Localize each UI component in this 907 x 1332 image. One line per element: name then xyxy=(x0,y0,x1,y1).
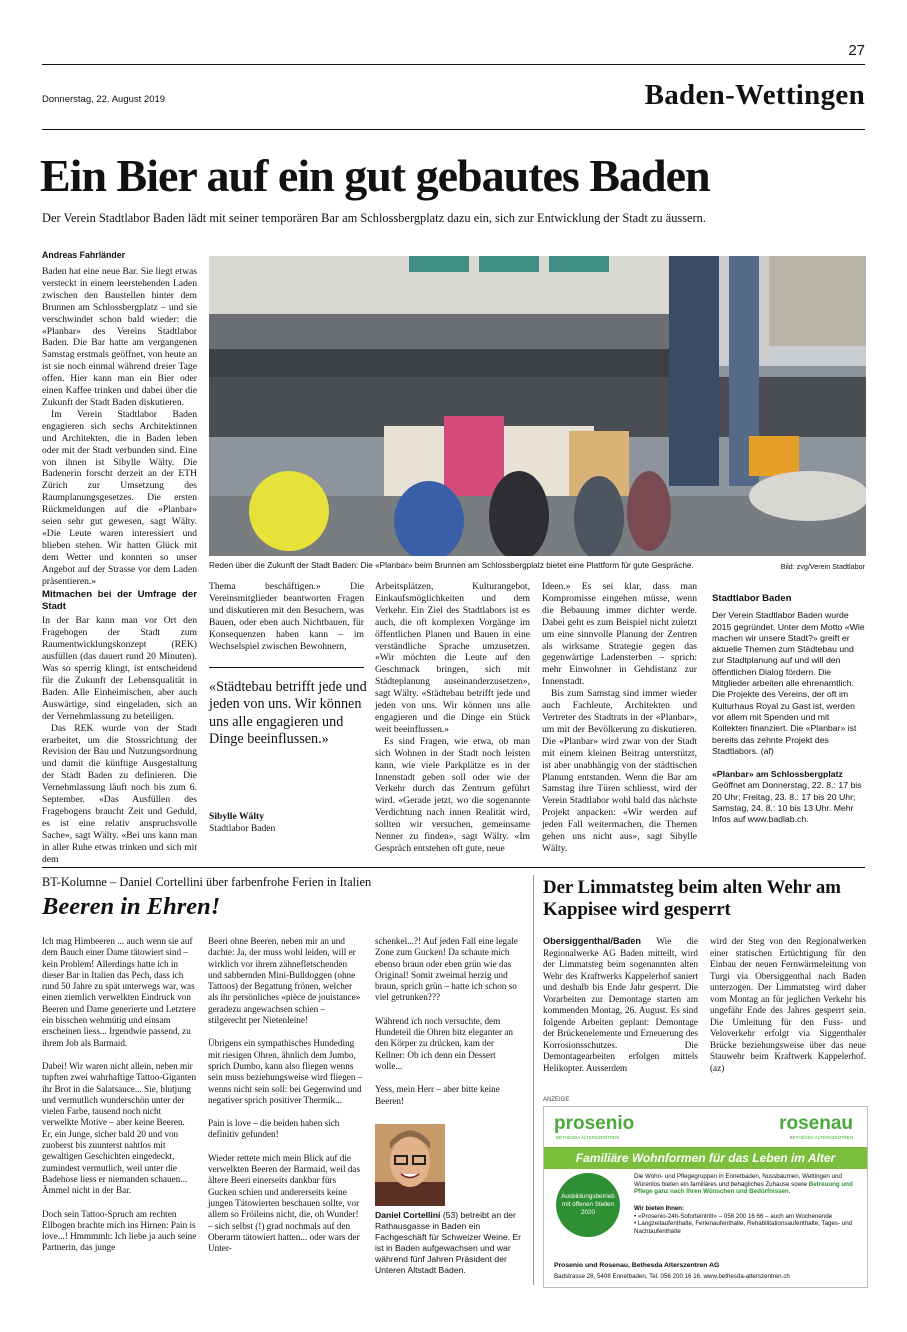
paragraph: Dabei! Wir waren nicht allein, neben mir tupften zwei wahrhaftige Tattoo-Giganten ihr Brot in die Salatsauce... Sie, blutjung und vermutlich wunderschön unter der vielen Farbe, tausend noch nicht verwelkte Motive – aber keine Beeren. Er, ein Junge, sicher bald 20 und von zuoberst bis zuunterst nahtlos mit gewaltigen Geschichten eingedeckt, zumindest vermutlich, weil unter die Badehose liess er niemanden schauen... Ämmel nicht in der Bar. xyxy=(42,1060,197,1196)
article-col-2 xyxy=(209,581,364,652)
column-col-3 xyxy=(375,936,525,1107)
info-box-text: Der Verein Stadtlabor Baden wurde 2015 gegründet. Unter dem Motto «Wie machen wir unsere Stadt?» greift er aktuelle Themen zum Städtebau und zur Stadtplanung auf und will den öffentlichen Dialog fördern. Die Mitglieder arbeiten alle ehrenamtlich. Die Projekte des Vereins, der oft im Kulturhaus Royal zu Gast ist, werden vor allem mit Spenden und mit Kollekten finanziert. Die «Planbar» ist bereits das zehnte Projekt des Stadtlabors. (af) xyxy=(712,610,865,756)
paragraph: Beeri ohne Beeren, neben mir an und dachte: Ja, der muss wohl leiden, will er wirklich vor ihrem zähnefletschenden und sabbernden Mini-Bulldoggen (ohne Tattoos) der Begattung frönen, welcher als ihr persönliches «pièce de jouistance» geradezu angewachsen schien – stilgerecht per Nietenleine! xyxy=(208,936,361,1026)
paragraph: Arbeitsplätzen, Kulturangebot, Einkaufsmöglichkeiten und dem Verkehr. Ein Ziel des Stadtlabors ist es auch, die oft komplexen Vorgänge im öffentlichen Planen und Bauen in eine verständliche Sprache umzusetzen. «Wir möchten die Leute auf den Geschmack bringen, sich mit Städteplanung auseinanderzusetzen», sagt Wälty. «Städtebau betrifft jede und jeden von uns. Wir können uns alle engagieren und die Dinge ein Stück weit beeinflussen.» xyxy=(375,581,530,735)
column-col-2 xyxy=(208,936,363,1254)
hours-text: Geöffnet am Donnerstag, 22. 8.: 17 bis 20 Uhr; Freitag, 23. 8.: 17 bis 20 Uhr; Samstag, 24. 8.: 10 bis 13 Uhr. Mehr Infos auf www.badlab.ch. xyxy=(712,780,862,825)
paragraph: Ideen.» Es sei klar, dass man Kompromisse eingehen müsse, wenn die Bebauung immer dichter werde. Dabei geht es zum Beispiel nicht zuletzt um eine sinnvolle Planung der Zentren als wirksame Strategie gegen das gegenwärtige Ladensterben – sprich: mehr Einwohner in Gehdistanz zur Innenstadt. xyxy=(542,581,697,688)
paragraph: Es sind Fragen, wie etwa, ob man sich Wohnen in der Stadt noch leisten kann, wie viele Parkplätze es in der Innenstadt geben soll oder wie der Verkehr durch das Zentrum geführt wird. «Gerade jetzt, wo die sogenannte Verdichtung nach innen Realität wird, sollten wir versuchen, gemeinsame Nenner zu finden», sagt Wälty. «Im Gespräch entstehen oft gute, neue xyxy=(375,735,530,854)
portrait-image xyxy=(375,1124,445,1206)
paragraph: Während ich noch versuchte, dem Hundeteil die Ohren bitz eleganter an den Körper zu drücken, kam der Kellner: Ob ich denn ein Dessert wolle... xyxy=(375,1015,514,1071)
paragraph: Pain is love – die beiden haben sich definitiv gefunden! xyxy=(208,1118,340,1140)
quote-name: Sibylle Wälty xyxy=(209,811,264,822)
subhead: Mitmachen bei der Umfrage der Stadt xyxy=(42,589,197,612)
ad-offer: • «Prosenio-24h-Soforteintritt» – 056 200 16 66 – auch am Wochenende xyxy=(634,1212,833,1220)
paragraph: Doch sein Tattoo-Spruch am rechten Ellbogen brachte mich ins Hirnen: Pain is love...! Hmmmmh: Ich liebe ja auch seine Partnerin, das junge xyxy=(42,1208,197,1253)
limmat-title: Der Limmatsteg beim alten Wehr am Kappisee wird gesperrt xyxy=(543,877,841,920)
paragraph: Wieder rettete mich mein Blick auf die verwelkten Beeren der Barmaid, weil das ältere Beeri einerseits dankbar fürs Gucken schien und andererseits keine jungen Tätowierten beschauen sollte, vor allem so Fröileins nicht, die, oh Wunder! – sich selbst (!) grad nochmals auf den Oberarm tätowiert hatten... oder wars der Unter- xyxy=(208,1152,361,1254)
ad-offers xyxy=(634,1205,859,1235)
dateline: Obersiggenthal/Baden xyxy=(543,936,642,946)
ad-offer: • Langzeitaufenthalte, Ferienaufenthalte, Rehabilitationsaufenthalte, Tages- und Nachtaufenthalte xyxy=(634,1220,853,1235)
ad-brand-1: prosenio xyxy=(554,1113,635,1134)
ad-footer-name: Prosenio und Rosenau, Bethesda Alterszentren AG xyxy=(554,1262,720,1269)
paragraph: Yess, mein Herr – aber bitte keine Beeren! xyxy=(375,1084,500,1106)
quote-role: Stadtlabor Baden xyxy=(209,823,276,834)
ad-offer-title: Wir bieten Ihnen: xyxy=(634,1205,685,1212)
article-col-3 xyxy=(375,581,530,855)
paragraph: Im Verein Stadtlabor Baden engagieren sich sechs Architektinnen und Architekten, die in Baden leben oder mit der Stadt verbunden sind. Eine von ihnen ist Sibylle Wälty. Die Badenerin forscht derzeit an der ETH Zürich zur Umsetzung des Raumplanungsgesetzes. Die ersten Rückmeldungen auf die «Planbar» seien sehr gut gewesen, sagt Wälty. «Die Leute waren interessiert und blieben stehen. Wir hatten Glück mit dem Wetter und konnten so unser Angebot auf der Strasse vor dem Laden präsentieren.» xyxy=(42,408,197,587)
ad-footer-address: Badstrasse 28, 5408 Ennetbaden, Tel. 056 200 16 16, www.bethesda-alterszentren.ch xyxy=(554,1273,790,1280)
author-portrait xyxy=(375,1124,445,1206)
limmat-col-2 xyxy=(710,936,866,1074)
paragraph: schenkel...?! Auf jeden Fall eine legale Zone zum Gucken! Da schaute mich ebenso braun oder eben grün wie das Original! Somit zweimal herzig und braun, sprich grün – hatte ich schon so viel getrunken??? xyxy=(375,936,518,1003)
article-col-4 xyxy=(542,581,697,855)
column-col-1 xyxy=(42,936,197,1254)
ad-intro-text: Die Wohn- und Pflegegruppen in Ennetbaden, Nussbaumen, Wettingen und Würenlos bieten ein familiäres und behagliches Zuhause sowie xyxy=(634,1173,842,1188)
paragraph: Übrigens ein sympathisches Hundeding mit riesigen Ohren, ähnlich dem Jumbo, sprich Dumbo, kann also fliegen wenns sein muss beziehungsweise wird fliegen – wenns nicht sein soll: bei Gegenwind und negativer sprich positiver Thermik... xyxy=(208,1038,363,1105)
column-kicker: BT-Kolumne – Daniel Cortellini über farbenfrohe Ferien in Italien xyxy=(42,875,372,889)
hours-title: «Planbar» am Schlossbergplatz xyxy=(712,769,843,780)
ad-label: ANZEIGE xyxy=(543,1097,570,1103)
info-box xyxy=(712,593,866,826)
ad-intro-highlight: Betreuung und Pflege ganz nach Ihren Wünschen und Bedürfnissen. xyxy=(634,1180,853,1196)
article-col-1 xyxy=(42,266,197,866)
info-box-title: Stadtlabor Baden xyxy=(712,593,792,604)
ad-badge: Ausbildungsbetrieb mit offenen Stellen 2020 xyxy=(556,1173,620,1237)
advertisement[interactable] xyxy=(543,1106,868,1288)
paragraph: Ich mag Himbeeren ... auch wenn sie auf dem Bauch einer Dame tätowiert sind – kein Problem! Allerdings hatte ich in dieser Bar in Italien das Pech, dass ich rund 50 Jahre zu spät unterwegs war, was einen ziemlich verwelkten Eindruck von Beeren und Dame generierte und Letztere ein bisschen wehmütig und einsam erscheinen liess... Irgendwie passend, zu ihrem Job als Barmaid. xyxy=(42,936,196,1048)
ad-intro xyxy=(634,1173,859,1196)
quote-rule-top xyxy=(209,667,364,668)
paragraph: Baden hat eine neue Bar. Sie liegt etwas versteckt in einem leerstehenden Laden zwischen den Baustellen hinter dem Brunnen am Schlossbergplatz – und sie verschwindet schon bald wieder: die «Planbar» des Vereins Stadtlabor Baden. Die Bar hatte am vergangenen Samstag erstmals geöffnet, von heute an ist sie noch einmal während dreier Tage offen. Hier kann man ein Bier oder einen Kaffee trinken und dabei über die Zukunft der Stadt Baden diskutieren. xyxy=(42,266,197,408)
page-number: 27 xyxy=(848,42,865,59)
headline: Ein Bier auf ein gut gebautes Baden xyxy=(40,150,710,201)
ad-brand-2: rosenau xyxy=(779,1113,853,1134)
paragraph: Wie die Regionalwerke AG Baden mitteilt, wird der Limmatsteg beim sogenannten alten Wehr des Kraftwerks Kappelerhof saniert und deshalb bis Ende Jahr gesperrt. Die Vorarbeiten zur Demontage starten am kommenden Montag, 26. August. Es sind folgende Arbeiten geplant: Demontage der Brückenelemente und Erneuerung des Korrosionsschutzes. Die Demontagearbeiten erfolgen mittels Helikopter. Ausserdem xyxy=(543,936,698,1073)
bottom-section-rule xyxy=(42,867,865,868)
author: Andreas Fahrländer xyxy=(42,250,126,260)
ad-brand-sub-1: BETHESDA ALTERSZENTREN xyxy=(556,1135,620,1140)
bio-text: (53) betreibt an der Rathausgasse in Baden ein Fachgeschäft für Schweizer Weine. Er ist in Baden aufgewachsen und war während fünf Jahren Präsident der Unteren Altstadt Baden. xyxy=(375,1210,521,1275)
ad-brand-sub-2: BETHESDA ALTERSZENTREN xyxy=(789,1135,853,1140)
paragraph: Das REK wurde von der Stadt erarbeitet, um die Stossrichtung der Revision der Bau und Nutzungsordnung und damit die künftige Ausgestaltung der Stadt Baden zu definieren. Die Vernehmlassung läuft noch bis zum 6. September. «Das Ausfüllen des Fragebogens braucht Zeit und Geduld, es ist eine relativ anspruchsvolle Sache», sagt Wälty. «Bei uns kann man in aller Ruhe etwas trinken und sich mit dem xyxy=(42,722,197,865)
bio-name: Daniel Cortellini xyxy=(375,1210,441,1220)
column-divider xyxy=(533,875,534,1285)
limmat-col-1 xyxy=(543,936,698,1074)
paragraph: wird der Steg von den Regionalwerken einer statischen Ertüchtigung für den Einbau der neuen Fernwärmeleitung von Turgi via Obersiggenthal nach Baden unterzogen. Der Limmatsteg wird daher vom Montag an für jeglichen Verkehr bis ungefähr Ende des Jahres gesperrt sein. Die Umleitung für den Fuss- und Veloverkehr erfolgt via Siggenthaler Brücke beziehungsweise über das neue Stauwehr beim Kraftwerk Kappelerhof. (az) xyxy=(710,936,866,1073)
top-rule xyxy=(42,64,865,65)
pull-quote: «Städtebau betrifft jede und jeden von uns. Wir können uns alle engagieren und Dinge beeinflussen.» xyxy=(209,679,367,747)
section-rule xyxy=(42,129,865,130)
photo-caption: Reden über die Zukunft der Stadt Baden: Die «Planbar» beim Brunnen am Schlossbergplatz bietet eine Plattform für gute Gespräche. xyxy=(209,561,694,570)
street-scene-image xyxy=(209,256,866,556)
ad-banner: Familiäre Wohnformen für das Leben im Alter xyxy=(544,1147,867,1169)
paragraph: In der Bar kann man vor Ort den Fragebogen der Stadt zum Raumentwicklungskonzept (REK) ausfüllen (das dauert rund 20 Minuten). Was so sperrig klingt, ist entscheidend für die Zukunft der Lebensqualität in Baden. Alle Einheimischen, aber auch Auswärtige, sind eingeladen, sich an der Vernehmlassung zu beteiligen. xyxy=(42,615,197,722)
article-photo xyxy=(209,256,866,556)
paragraph: Bis zum Samstag sind immer wieder auch Fachleute, Architekten und Vertreter des Stadtrats in der «Planbar», um mit der Bevölkerung zu diskutieren. Die «Planbar» wird zwar von der Stadt mit einem kleinen Beitrag unterstützt, ist aber unabhängig von der städtischen Planung entstanden. Wenn die Bar am Samstag ihre Türen schliesst, wird der Verein Stadtlabor wohl bald das nächste Projekt anpacken: «Wir werden auf jeden Fall weitermachen, die Themen gehen uns nicht aus», sagt Sibylle Wälty. xyxy=(542,688,697,854)
paragraph: Thema beschäftigen.» Die Vereinsmitglieder beantworten Fragen und diskutieren mit den Besuchern, was Bauen, oder eben auch Nichtbauen, für Konsequenzen haben kann – im Wechselspiel zwischen Bewohnern, xyxy=(209,581,364,652)
column-title: Beeren in Ehren! xyxy=(42,893,221,920)
lead: Der Verein Stadtlabor Baden lädt mit seiner temporären Bar am Schlossbergplatz dazu ein, sich zur Entwicklung der Stadt zu äussern. xyxy=(42,211,706,225)
author-bio xyxy=(375,1210,525,1276)
photo-credit: Bild: zvg/Verein Stadtlabor xyxy=(780,562,865,571)
issue-date: Donnerstag, 22. August 2019 xyxy=(42,94,166,105)
section-title: Baden-Wettingen xyxy=(644,79,865,111)
